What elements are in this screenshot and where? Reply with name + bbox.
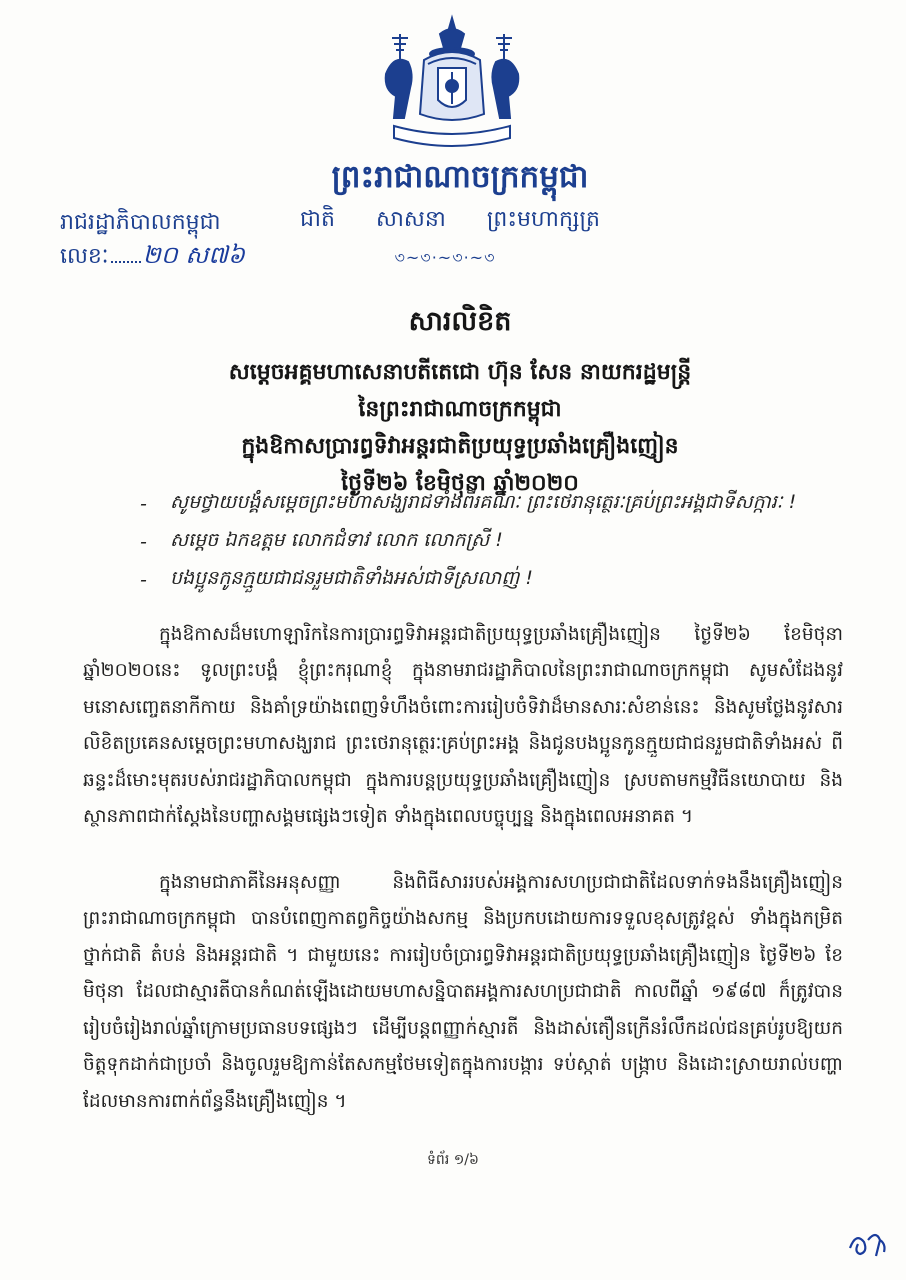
- reference-label: លេខៈ: [60, 244, 109, 269]
- title-line-4: ថ្ងៃទី២៦ ខែមិថុនា ឆ្នាំ២០២០: [341, 471, 579, 496]
- salutation-list: [140, 485, 830, 599]
- title-line-2: នៃព្រះរាជាណាចក្រកម្ពុជា: [358, 397, 562, 422]
- salutation-item: - សម្តេច ឯកឧត្តម លោកជំទាវ លោក លោកស្រី !: [140, 529, 503, 553]
- title-line-3: ក្នុងឱកាសប្រារព្ធទិវាអន្តរជាតិប្រយុទ្ធប្រឆាំងគ្រឿងញៀន: [241, 434, 679, 459]
- reference-number: [60, 240, 245, 275]
- salutation-item: - សូមថ្វាយបង្គំសម្តេចព្រះមហាសង្ឃរាជទាំងពីរគណៈ ព្រះថេរានុត្ថេរៈគ្រប់ព្រះអង្គជាទីសក្ការៈ !: [140, 491, 797, 515]
- title-line-1: សម្តេចអគ្គមហាសេនាបតីតេជោ ហ៊ុន សែន នាយករដ្ឋមន្ត្រី: [228, 360, 692, 385]
- reference-dots: [111, 260, 141, 263]
- salutation-item: - បងប្អូនកូនក្មួយជាជនរួមជាតិទាំងអស់ជាទីស្រលាញ់ !: [140, 567, 534, 591]
- government-label: រាជរដ្ឋាភិបាលកម្ពុជា: [60, 210, 221, 235]
- reference-value: ២០ ស៧៦: [142, 241, 245, 269]
- motto-king: ព្រះមហាក្សត្រ: [486, 207, 600, 232]
- kingdom-heading: ព្រះរាជាណាចក្រកម្ពុជា: [331, 159, 589, 195]
- motto-nation: ជាតិ: [300, 207, 335, 232]
- body-paragraph-1: ក្នុងឱកាសដ៏មហោឡារិកនៃការប្រារព្ធទិវាអន្តរជាតិប្រយុទ្ធប្រឆាំងគ្រឿងញៀន ថ្ងៃទី២៦ ខែមិថុនា ឆ្នាំ២០២០នេះ ទូលព្រះបង្គំ ខ្ញុំព្រះករុណាខ្ញុំ ក្នុងនាមរាជរដ្ឋាភិបាលនៃព្រះរាជាណាចក្រកម្ពុជា សូមសំដែងនូវមនោសញ្ចេតនាកីកាយ និងគាំទ្រយ៉ាងពេញទំហឹងចំពោះការរៀបចំទិវាដ៏មានសារៈសំខាន់នេះ និងសូមថ្លែងនូវសារលិខិតប្រគេនសម្តេចព្រះមហាសង្ឃរាជ ព្រះថេរានុត្ថេរៈគ្រប់ព្រះអង្គ និងជូនបងប្អូនកូនក្មួយជាជនរួមជាតិទាំងអស់ ពីឆន្ទះដ៏មោះមុតរបស់រាជរដ្ឋាភិបាលកម្ពុជា ក្នុងការបន្តប្រយុទ្ធប្រឆាំងគ្រឿងញៀន ស្របតាមកម្មវិធីនយោបាយ និងស្ថានភាពជាក់ស្តែងនៃបញ្ហាសង្គមផ្សេងៗទៀត ទាំងក្នុងពេលបច្ចុប្បន្ន និងក្នុងពេលអនាគត ។: [83, 623, 843, 827]
- page-number: ទំព័រ ១/៦: [427, 1152, 479, 1168]
- body-paragraph-2: ក្នុងនាមជាភាគីនៃអនុសញ្ញា និងពិធីសាររបស់អង្គការសហប្រជាជាតិដែលទាក់ទងនឹងគ្រឿងញៀន ព្រះរាជាណាចក្រកម្ពុជា បានបំពេញកាតព្វកិច្ចយ៉ាងសកម្ម និងប្រកបដោយការទទួលខុសត្រូវខ្ពស់ ទាំងក្នុងកម្រិតថ្នាក់ជាតិ តំបន់ និងអន្តរជាតិ ។ ជាមួយនេះ ការរៀបចំប្រារព្ធទិវាអន្តរជាតិប្រយុទ្ធប្រឆាំងគ្រឿងញៀន ថ្ងៃទី២៦ ខែមិថុនា ដែលជាស្មារតីបានកំណត់ឡើងដោយមហាសន្និបាតអង្គការសហប្រជាជាតិ កាលពីឆ្នាំ ១៩៨៧ ក៏ត្រូវបានរៀបចំរៀងរាល់ឆ្នាំក្រោមប្រធានបទផ្សេងៗ ដើម្បីបន្តពញ្ញាក់ស្មារតី និងដាស់តឿនក្រើនរំលឹកដល់ជនគ្រប់រូបឱ្យយកចិត្តទុកដាក់ជាប្រចាំ និងចូលរួមឱ្យកាន់តែសកម្មថែមទៀតក្នុងការបង្ការ ទប់ស្កាត់ បង្ក្រាប និងដោះស្រាយរាល់បញ្ហាដែលមានការពាក់ព័ន្ធនឹងគ្រឿងញៀន ។: [83, 871, 843, 1112]
- national-motto: [300, 205, 600, 237]
- motto-religion: សាសនា: [375, 207, 446, 232]
- motto-ornament: ৩~৩·~৩·~৩: [394, 248, 496, 267]
- handwritten-initials-icon: [846, 1222, 890, 1262]
- letter-title: សារលិខិត: [408, 306, 512, 337]
- royal-coat-of-arms-icon: [364, 14, 540, 156]
- letter-title-block: [140, 305, 780, 502]
